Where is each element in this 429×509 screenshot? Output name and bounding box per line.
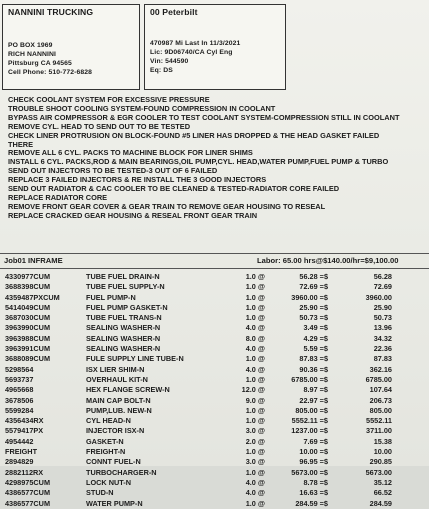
part-description: FULE SUPPLY LINE TUBE-N bbox=[86, 354, 184, 364]
part-number: 4356434RX bbox=[5, 416, 44, 426]
part-total: 206.73 bbox=[369, 395, 392, 405]
customer-address-line: Pittsburg CA 94565 bbox=[8, 60, 72, 67]
part-unit-price: 56.28 =$ bbox=[299, 272, 328, 281]
part-description: WATER PUMP-N bbox=[86, 498, 143, 508]
part-number: 3687030CUM bbox=[5, 313, 51, 323]
part-row bbox=[0, 396, 429, 406]
part-row bbox=[0, 354, 429, 364]
part-description: TURBOCHARGER-N bbox=[86, 467, 157, 477]
part-row bbox=[0, 406, 429, 416]
customer-box bbox=[2, 4, 140, 90]
part-row bbox=[0, 303, 429, 313]
part-quantity: 1.0 @ bbox=[245, 282, 265, 292]
part-number: 5298564 bbox=[5, 364, 34, 374]
part-unit-price: 805.00 =$ bbox=[295, 405, 328, 415]
part-unit-price: 90.36 =$ bbox=[299, 364, 328, 374]
part-quantity: 4.0 @ bbox=[245, 323, 265, 333]
part-description: TUBE FUEL TRANS-N bbox=[86, 313, 162, 323]
vehicle-mileage: 470987 Mi Last In 11/3/2021 bbox=[150, 40, 241, 47]
work-notes bbox=[8, 96, 428, 221]
part-total: 15.38 bbox=[373, 436, 392, 446]
part-quantity: 4.0 @ bbox=[245, 364, 265, 374]
part-total: 56.28 bbox=[373, 272, 392, 281]
part-quantity: 3.0 @ bbox=[245, 426, 265, 436]
part-total: 5552.11 bbox=[366, 416, 392, 426]
part-quantity: 1.0 @ bbox=[245, 292, 265, 302]
part-description: SEALING WASHER-N bbox=[86, 333, 161, 343]
part-total: 50.73 bbox=[373, 313, 392, 323]
part-unit-price: 8.78 =$ bbox=[303, 477, 328, 487]
part-number: 5414049CUM bbox=[5, 302, 51, 312]
part-total: 5673.00 bbox=[365, 467, 392, 477]
part-quantity: 1.0 @ bbox=[245, 302, 265, 312]
part-unit-price: 6785.00 =$ bbox=[291, 374, 328, 384]
part-description: ISX LIER SHIM-N bbox=[86, 364, 145, 374]
part-total: 35.12 bbox=[373, 477, 392, 487]
part-description: FUEL PUMP-N bbox=[86, 292, 136, 302]
part-description: GASKET-N bbox=[86, 436, 124, 446]
part-number: 4386577CUM bbox=[5, 488, 51, 498]
part-number: 3963990CUM bbox=[5, 323, 51, 333]
job-header bbox=[0, 253, 429, 269]
note-line: CHECK COOLANT SYSTEM FOR EXCESSIVE PRESSURE bbox=[8, 95, 210, 104]
part-quantity: 1.0 @ bbox=[245, 374, 265, 384]
part-number: 4386577CUM bbox=[5, 498, 51, 508]
part-quantity: 4.0 @ bbox=[245, 488, 265, 498]
note-line: SEND OUT INJECTORS TO BE TESTED-3 OUT OF 6 FAILED bbox=[8, 166, 218, 176]
note-line: REMOVE ALL 6 CYL. PACKS TO MACHINE BLOCK FOR LINER SHIMS bbox=[8, 148, 253, 158]
part-number: 5599284 bbox=[5, 405, 34, 415]
part-quantity: 4.0 @ bbox=[245, 477, 265, 487]
part-total: 3960.00 bbox=[365, 292, 392, 302]
customer-address-line: PO BOX 1969 bbox=[8, 42, 53, 49]
part-unit-price: 25.90 =$ bbox=[299, 302, 328, 312]
part-unit-price: 1237.00 =$ bbox=[291, 426, 328, 436]
part-unit-price: 284.59 =$ bbox=[295, 498, 328, 508]
part-number: 2894829 bbox=[5, 457, 34, 467]
vehicle-equipment: Eq: DS bbox=[150, 67, 173, 74]
part-description: LOCK NUT-N bbox=[86, 477, 131, 487]
part-total: 25.90 bbox=[373, 302, 392, 312]
job-title: Job01 INFRAME bbox=[4, 256, 63, 265]
part-unit-price: 3960.00 =$ bbox=[291, 292, 328, 302]
part-unit-price: 50.73 =$ bbox=[299, 313, 328, 323]
part-description: CYL HEAD-N bbox=[86, 416, 131, 426]
part-quantity: 3.0 @ bbox=[245, 457, 265, 467]
part-row bbox=[0, 426, 429, 436]
part-unit-price: 3.49 =$ bbox=[303, 323, 328, 333]
part-description: SEALING WASHER-N bbox=[86, 323, 161, 333]
part-description: HEX FLANGE SCREW-N bbox=[86, 385, 170, 395]
part-description: STUD-N bbox=[86, 488, 114, 498]
part-row bbox=[0, 437, 429, 447]
part-quantity: 12.0 @ bbox=[241, 385, 265, 395]
part-description: OVERHAUL KIT-N bbox=[86, 374, 148, 384]
part-number: 2882112RX bbox=[5, 467, 44, 477]
part-description: FREIGHT-N bbox=[86, 447, 126, 457]
part-row bbox=[0, 334, 429, 344]
part-unit-price: 96.95 =$ bbox=[299, 457, 328, 467]
part-description: PUMP,LUB. NEW-N bbox=[86, 405, 152, 415]
note-line: BYPASS AIR COMPRESSOR & EGR COOLER TO TEST COOLANT SYSTEM-COMPRESSION STILL IN COOLANT bbox=[8, 112, 400, 122]
part-number: 5693737 bbox=[5, 374, 34, 384]
part-total: 107.64 bbox=[369, 385, 392, 395]
part-total: 34.32 bbox=[373, 333, 392, 343]
part-unit-price: 10.00 =$ bbox=[299, 447, 328, 457]
note-line: REPLACE 3 FAILED INJECTORS & RE INSTALL THE 3 GOOD INJECTORS bbox=[8, 175, 267, 185]
part-row bbox=[0, 272, 429, 282]
vehicle-title: 00 Peterbilt bbox=[150, 7, 198, 17]
part-total: 72.69 bbox=[373, 282, 392, 292]
vehicle-box bbox=[144, 4, 286, 90]
part-number: 3688398CUM bbox=[5, 282, 51, 292]
part-description: FUEL PUMP GASKET-N bbox=[86, 302, 168, 312]
part-row bbox=[0, 457, 429, 467]
part-row bbox=[0, 365, 429, 375]
customer-address-line: RICH NANNINI bbox=[8, 51, 57, 58]
part-description: INJECTOR ISX-N bbox=[86, 426, 145, 436]
note-line: SEND OUT RADIATOR & CAC COOLER TO BE CLEANED & TESTED-RADIATOR CORE FAILED bbox=[8, 184, 340, 194]
note-line: TROUBLE SHOOT COOLING SYSTEM-FOUND COMPRESSION IN COOLANT bbox=[8, 103, 276, 113]
part-quantity: 1.0 @ bbox=[245, 405, 265, 415]
part-total: 805.00 bbox=[369, 405, 392, 415]
part-unit-price: 72.69 =$ bbox=[299, 282, 328, 292]
part-unit-price: 5.59 =$ bbox=[303, 344, 328, 354]
part-total: 22.36 bbox=[373, 344, 392, 354]
note-line: CHECK LINER PROTRUSION ON BLOCK-FOUND #5 LINER HAS DROPPED & THE HEAD GASKET FAILED bbox=[8, 130, 380, 140]
part-number: 3963991CUM bbox=[5, 344, 51, 354]
part-description: TUBE FUEL DRAIN-N bbox=[86, 272, 160, 281]
part-unit-price: 5552.11 =$ bbox=[291, 416, 328, 426]
part-row bbox=[0, 488, 429, 498]
note-line: REPLACE RADIATOR CORE bbox=[8, 192, 108, 202]
part-description: CONNT FUEL-N bbox=[86, 457, 141, 467]
part-row bbox=[0, 293, 429, 303]
part-unit-price: 87.83 =$ bbox=[299, 354, 328, 364]
part-row bbox=[0, 447, 429, 457]
part-row bbox=[0, 323, 429, 333]
part-number: 4359487PXCUM bbox=[5, 292, 60, 302]
part-row bbox=[0, 344, 429, 354]
parts-list bbox=[0, 272, 429, 509]
note-line: REPLACE CRACKED GEAR HOUSING & RESEAL FRONT GEAR TRAIN bbox=[8, 210, 258, 220]
note-line: INSTALL 6 CYL. PACKS,ROD & MAIN BEARINGS,OIL PUMP,CYL. HEAD,WATER PUMP,FUEL PUMP & TURBO bbox=[8, 157, 389, 167]
part-quantity: 1.0 @ bbox=[245, 447, 265, 457]
part-row bbox=[0, 499, 429, 509]
part-unit-price: 8.97 =$ bbox=[303, 385, 328, 395]
part-number: 3963988CUM bbox=[5, 333, 51, 343]
part-quantity: 1.0 @ bbox=[245, 354, 265, 364]
part-row bbox=[0, 478, 429, 488]
customer-phone: Cell Phone: 510-772-6828 bbox=[8, 69, 93, 76]
note-line: REMOVE FRONT GEAR COVER & GEAR TRAIN TO REMOVE GEAR HOUSING TO RESEAL bbox=[8, 201, 326, 211]
part-row bbox=[0, 385, 429, 395]
part-description: SEALING WASHER-N bbox=[86, 344, 161, 354]
part-total: 284.59 bbox=[369, 498, 392, 508]
part-total: 6785.00 bbox=[365, 374, 392, 384]
part-unit-price: 5673.00 =$ bbox=[291, 467, 328, 477]
part-total: 66.52 bbox=[373, 488, 392, 498]
part-row bbox=[0, 375, 429, 385]
note-line: THERE bbox=[8, 139, 34, 149]
part-quantity: 8.0 @ bbox=[245, 333, 265, 343]
part-unit-price: 16.63 =$ bbox=[299, 488, 328, 498]
part-number: 3678506 bbox=[5, 395, 34, 405]
part-total: 87.83 bbox=[373, 354, 392, 364]
part-total: 10.00 bbox=[373, 447, 392, 457]
part-unit-price: 4.29 =$ bbox=[303, 333, 328, 343]
part-quantity: 9.0 @ bbox=[245, 395, 265, 405]
labor-charge: Labor: 65.00 hrs@$140.00/hr=$9,100.00 bbox=[257, 256, 399, 265]
part-number: 4954442 bbox=[5, 436, 34, 446]
part-number: 4965668 bbox=[5, 385, 34, 395]
part-total: 362.16 bbox=[369, 364, 392, 374]
part-quantity: 2.0 @ bbox=[245, 436, 265, 446]
part-total: 3711.00 bbox=[366, 426, 392, 436]
part-number: 4330977CUM bbox=[5, 272, 51, 281]
note-line: REMOVE CYL. HEAD TO SEND OUT TO BE TESTED bbox=[8, 121, 191, 131]
part-quantity: 1.0 @ bbox=[245, 272, 265, 281]
part-number: 3688089CUM bbox=[5, 354, 51, 364]
part-row bbox=[0, 282, 429, 292]
part-description: MAIN CAP BOLT-N bbox=[86, 395, 151, 405]
part-total: 13.96 bbox=[373, 323, 392, 333]
part-quantity: 1.0 @ bbox=[245, 416, 265, 426]
part-quantity: 1.0 @ bbox=[245, 498, 265, 508]
customer-name: NANNINI TRUCKING bbox=[8, 7, 94, 17]
part-total: 290.85 bbox=[369, 457, 392, 467]
part-row bbox=[0, 416, 429, 426]
part-quantity: 1.0 @ bbox=[245, 313, 265, 323]
part-row bbox=[0, 468, 429, 478]
part-quantity: 1.0 @ bbox=[245, 467, 265, 477]
part-unit-price: 22.97 =$ bbox=[299, 395, 328, 405]
part-description: TUBE FUEL SUPPLY-N bbox=[86, 282, 165, 292]
part-number: 5579417PX bbox=[5, 426, 44, 436]
part-number: FREIGHT bbox=[5, 447, 38, 457]
vehicle-license: Lic: 9D06740/CA Cyl Eng bbox=[150, 49, 233, 56]
vehicle-vin: Vin: 544590 bbox=[150, 58, 189, 65]
part-quantity: 4.0 @ bbox=[245, 344, 265, 354]
part-number: 4298975CUM bbox=[5, 477, 51, 487]
part-row bbox=[0, 313, 429, 323]
part-unit-price: 7.69 =$ bbox=[303, 436, 328, 446]
